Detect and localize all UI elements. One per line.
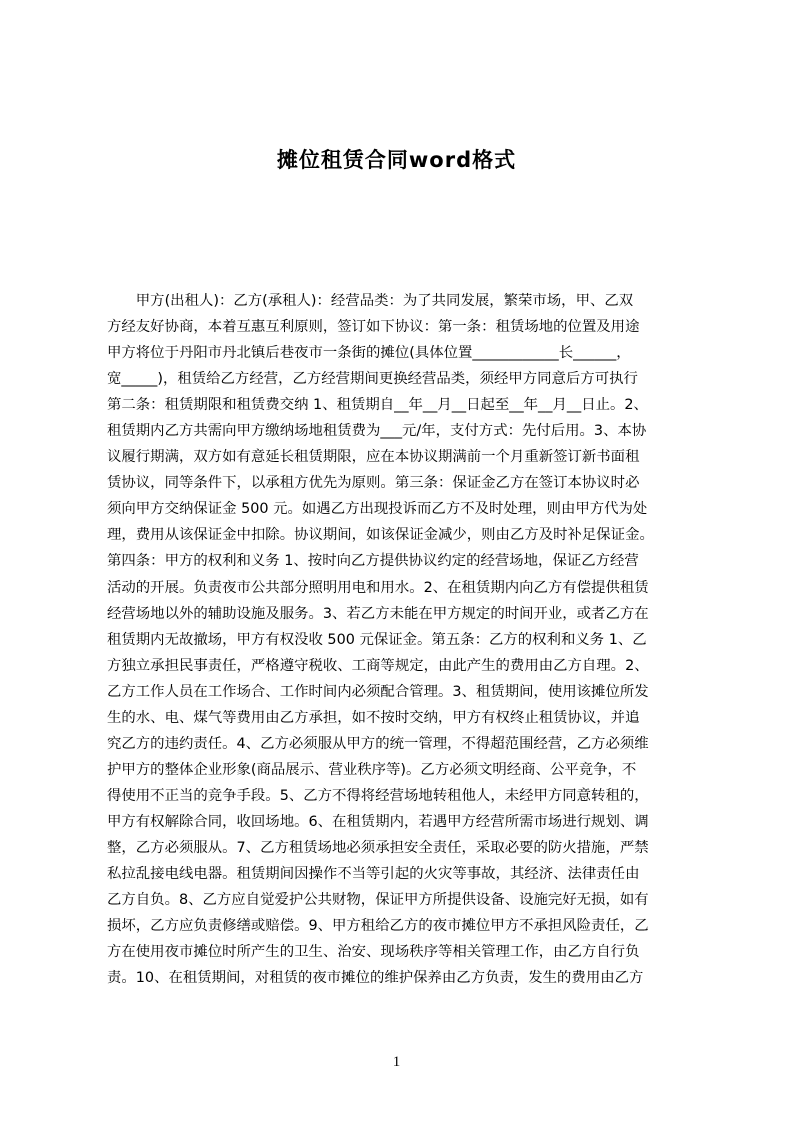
body-line: 甲方(出租人)：乙方(承租人)：经营品类：为了共同发展，繁荣市场，甲、乙双 bbox=[107, 293, 634, 309]
document-title: 摊位租赁合同word格式 bbox=[276, 148, 517, 172]
body-line: 责。10、在租赁期间，对租赁的夜市摊位的维护保养由乙方负责，发生的费用由乙方 bbox=[107, 970, 644, 987]
body-line: 理，费用从该保证金中扣除。协议期间，如该保证金减少，则由乙方及时补足保证金。 bbox=[107, 527, 654, 544]
body-line: 整，乙方必须服从。7、乙方租赁场地必须承担安全责任，采取必要的防火措施，严禁 bbox=[107, 839, 649, 856]
body-line: 租赁期内无故撤场，甲方有权没收 500 元保证金。第五条：乙方的权利和义务 1、乙 bbox=[107, 631, 647, 648]
body-line: 生的水、电、煤气等费用由乙方承担，如不按时交纳，甲方有权终止租赁协议，并追 bbox=[107, 709, 640, 726]
body-line: 得使用不正当的竞争手段。5、乙方不得将经营场地转租他人，未经甲方同意转租的， bbox=[107, 787, 649, 804]
body-line: 议履行期满，双方如有意延长租赁期限，应在本协议期满前一个月重新签订新书面租 bbox=[107, 449, 640, 466]
body-line: 租赁期内乙方共需向甲方缴纳场地租赁费为___元/年，支付方式：先付后用。3、本协 bbox=[107, 423, 647, 440]
body-line: 乙方工作人员在工作场合、工作时间内必须配合管理。3、租赁期间，使用该摊位所发 bbox=[107, 683, 649, 700]
body-line: 乙方自负。8、乙方应自觉爱护公共财物，保证甲方所提供设备、设施完好无损，如有 bbox=[107, 892, 649, 909]
body-line: 方经友好协商，本着互惠互利原则，签订如下协议：第一条：租赁场地的位置及用途 bbox=[107, 319, 640, 336]
body-line: 须向甲方交纳保证金 500 元。如遇乙方出现投诉而乙方不及时处理，则由甲方代为处 bbox=[107, 501, 648, 518]
body-line: 方独立承担民事责任，严格遵守税收、工商等规定，由此产生的费用由乙方自理。2、 bbox=[107, 657, 649, 674]
body-line: 护甲方的整体企业形象(商品展示、营业秩序等)。乙方必须文明经商、公平竞争，不 bbox=[107, 761, 637, 778]
body-line: 甲方有权解除合同，收回场地。6、在租赁期内，若遇甲方经营所需市场进行规划、调 bbox=[107, 813, 649, 830]
body-line: 经营场地以外的辅助设施及服务。3、若乙方未能在甲方规定的时间开业，或者乙方在 bbox=[107, 605, 649, 622]
body-line: 究乙方的违约责任。4、乙方必须服从甲方的统一管理，不得超范围经营，乙方必须维 bbox=[107, 735, 649, 752]
body-line: 甲方将位于丹阳市丹北镇后巷夜市一条街的摊位(具体位置____________长______， bbox=[107, 345, 631, 362]
body-line: 第二条：租赁期限和租赁费交纳 1、租赁期自__年__月__日起至__年__月__日止。2、 bbox=[107, 397, 648, 414]
page-number: 1 bbox=[392, 1054, 401, 1070]
body-line: 活动的开展。负责夜市公共部分照明用电和用水。2、在租赁期内向乙方有偿提供租赁 bbox=[107, 579, 649, 596]
body-line: 损坏，乙方应负责修缮或赔偿。9、甲方租给乙方的夜市摊位甲方不承担风险责任，乙 bbox=[107, 918, 649, 935]
body-line: 赁协议，同等条件下，以承租方优先为原则。第三条：保证金乙方在签订本协议时必 bbox=[107, 475, 640, 492]
body-line: 私拉乱接电线电器。租赁期间因操作不当等引起的火灾等事故，其经济、法律责任由 bbox=[107, 866, 640, 883]
body-line: 方在使用夜市摊位时所产生的卫生、治安、现场秩序等相关管理工作，由乙方自行负 bbox=[107, 944, 640, 961]
contract-body bbox=[107, 288, 699, 991]
body-line: 第四条：甲方的权利和义务 1、按时向乙方提供协议约定的经营场地，保证乙方经营 bbox=[107, 553, 639, 570]
body-line: 宽_____)，租赁给乙方经营，乙方经营期间更换经营品类，须经甲方同意后方可执行 bbox=[107, 371, 638, 388]
